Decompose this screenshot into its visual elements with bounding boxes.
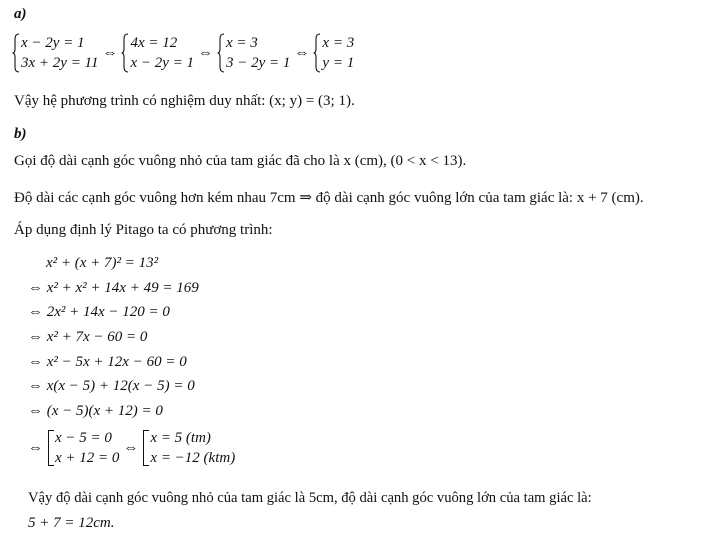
case-left-2: x + 12 = 0 [55,450,120,466]
system-3-eq-1: x = 3 [226,35,258,51]
part-b-heading: b) [14,126,27,142]
equation-step-3: ⇔ 2x² + 14x − 120 = 0 [28,304,170,320]
system-2 [121,33,194,73]
system-3 [217,33,290,73]
equiv-arrow: ⇔ [198,44,214,61]
equation-step-7: ⇔ (x − 5)(x + 12) = 0 [28,403,163,419]
part-b-line-2: Độ dài các cạnh góc vuông hơn kém nhau 7cm ⇒ độ dài cạnh góc vuông lớn của tam giác là: x + 7 (cm). [14,190,644,206]
part-b-line-1: Gọi độ dài cạnh góc vuông nhỏ của tam giác đã cho là x (cm), (0 < x < 13). [14,153,467,169]
part-b-line-3: Áp dụng định lý Pitago ta có phương trình: [14,222,273,238]
case-right-2: x = −12 (ktm) [150,450,236,466]
equation-step-2: ⇔ x² + x² + 14x + 49 = 169 [28,280,199,296]
system-3-eq-2: 3 − 2y = 1 [226,55,291,71]
system-2-eq-2: x − 2y = 1 [130,55,195,71]
equiv-arrow: ⇔ [28,439,43,456]
part-a-heading: a) [14,6,27,22]
equation-step-1: x² + (x + 7)² = 13² [46,255,159,271]
case-left [47,428,119,468]
part-a-conclusion: Vậy hệ phương trình có nghiệm duy nhất: (x; y) = (3; 1). [14,93,355,109]
equation-step-4: ⇔ x² + 7x − 60 = 0 [28,329,148,345]
system-4 [313,33,354,73]
case-right-1: x = 5 (tm) [150,430,211,446]
system-1-eq-1: x − 2y = 1 [21,35,85,51]
system-4-eq-2: y = 1 [322,55,355,71]
equiv-arrow: ⇔ [123,439,139,456]
case-split [28,428,235,468]
equation-step-5: ⇔ x² − 5x + 12x − 60 = 0 [28,354,187,370]
final-conclusion-2: 5 + 7 = 12cm. [28,515,115,531]
equation-step-6: ⇔ x(x − 5) + 12(x − 5) = 0 [28,378,195,394]
system-1-eq-2: 3x + 2y = 11 [21,55,99,71]
final-conclusion-1: Vậy độ dài cạnh góc vuông nhỏ của tam giác là 5cm, độ dài cạnh góc vuông lớn của tam giác là: [28,490,592,506]
system-2-eq-1: 4x = 12 [130,35,178,51]
system-1 [12,33,98,73]
case-right [142,428,235,468]
equiv-arrow: ⇔ [102,44,118,61]
equiv-arrow: ⇔ [294,44,310,61]
system-4-eq-1: x = 3 [322,35,355,51]
part-a-system-chain [12,33,354,73]
case-left-1: x − 5 = 0 [55,430,112,446]
